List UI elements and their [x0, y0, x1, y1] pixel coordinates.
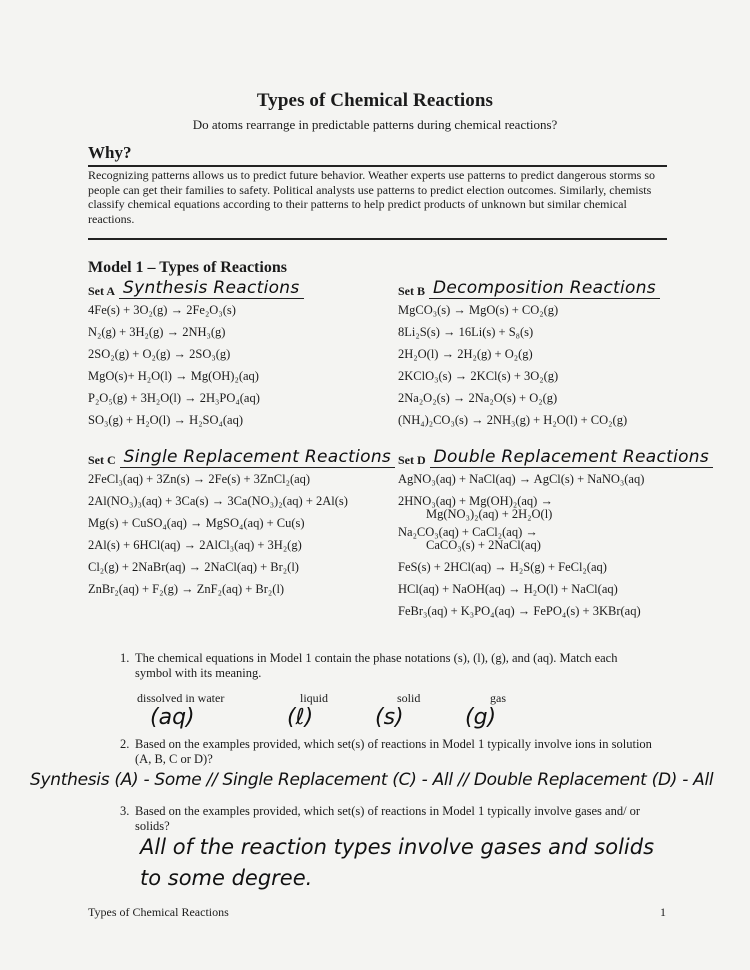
equation: AgNO₃(aq) + NaCl(aq) → AgCl(s) + NaNO₃(aq) — [398, 472, 645, 486]
equation: 4Fe(s) + 3O₂(g) → 2Fe₂O₃(s) — [88, 303, 236, 317]
phase-label-gas: gas — [490, 691, 506, 705]
phase-label-solid: solid — [397, 691, 421, 705]
equation: Na₂CO₃(aq) + CaCl₂(aq) → — [398, 525, 538, 539]
question-2 — [120, 737, 655, 767]
set-label: Set B — [398, 284, 425, 298]
equation: 2KClO₃(s) → 2KCl(s) + 3O₂(g) — [398, 369, 559, 383]
question-1 — [120, 651, 650, 681]
set-a — [88, 277, 304, 431]
equation: 2Al(NO₃)₃(aq) + 3Ca(s) → 3Ca(NO₃)₂(aq) + 2Al(s) — [88, 494, 348, 508]
question-number: 3. — [120, 804, 130, 818]
equation: ZnBr₂(aq) + F₂(g) → ZnF₂(aq) + Br₂(l) — [88, 582, 285, 596]
question-text: Based on the examples provided, which set(s) of reactions in Model 1 typically involve gases and/ or solids? — [135, 804, 641, 833]
handwritten-answer-3-line1: All of the reaction types involve gases and solids — [140, 835, 655, 859]
page-subtitle: Do atoms rearrange in predictable patterns during chemical reactions? — [192, 117, 558, 132]
question-3 — [120, 804, 665, 834]
equation: Cl₂(g) + 2NaBr(aq) → 2NaCl(aq) + Br₂(l) — [88, 560, 299, 574]
handwritten-answer-3-line2: to some degree. — [140, 866, 313, 890]
handwritten-answer-gas: (g) — [465, 705, 497, 730]
equation: N₂(g) + 3H₂(g) → 2NH₃(g) — [88, 325, 226, 339]
footer-title: Types of Chemical Reactions — [88, 905, 229, 919]
equation: HCl(aq) + NaOH(aq) → H₂O(l) + NaCl(aq) — [398, 582, 618, 596]
set-label: Set A — [88, 284, 115, 298]
question-number: 2. — [120, 737, 130, 751]
equation: MgCO₃(s) → MgO(s) + CO₂(g) — [398, 303, 559, 317]
equation: 2H₂O(l) → 2H₂(g) + O₂(g) — [398, 347, 533, 361]
page-number: 1 — [660, 905, 666, 919]
handwritten-answer-liquid: (ℓ) — [287, 705, 314, 730]
handwritten-set-name: Single Replacement Reactions — [120, 447, 395, 468]
handwritten-answer-solid: (s) — [375, 705, 404, 730]
phase-label-dissolved: dissolved in water — [137, 691, 225, 705]
equation: 2SO₂(g) + O₂(g) → 2SO₃(g) — [88, 347, 231, 361]
question-text: The chemical equations in Model 1 contain the phase notations (s), (l), (g), and (aq). Match each symbol with its meaning. — [135, 651, 618, 680]
equation: 2Al(s) + 6HCl(aq) → 2AlCl₃(aq) + 3H₂(g) — [88, 538, 302, 552]
page-title: Types of Chemical Reactions — [256, 90, 494, 111]
equation-continuation: CaCO₃(s) + 2NaCl(aq) — [426, 538, 541, 552]
set-label: Set C — [88, 453, 116, 467]
set-label: Set D — [398, 453, 426, 467]
equation: SO₃(g) + H₂O(l) → H₂SO₄(aq) — [88, 413, 244, 427]
handwritten-set-name: Synthesis Reactions — [119, 278, 304, 299]
why-top-rule — [88, 165, 667, 167]
phase-label-liquid: liquid — [300, 691, 329, 705]
question-number: 1. — [120, 651, 130, 665]
equation: (NH₄)₂CO₃(s) → 2NH₃(g) + H₂O(l) + CO₂(g) — [398, 413, 628, 427]
handwritten-answer-aq: (aq) — [150, 705, 195, 730]
equation: 2HNO₃(aq) + Mg(OH)₂(aq) → — [398, 494, 553, 508]
equation: 8Li₂S(s) → 16Li(s) + S₈(s) — [398, 325, 534, 339]
handwritten-set-name: Double Replacement Reactions — [430, 447, 713, 468]
equation: 2FeCl₃(aq) + 3Zn(s) → 2Fe(s) + 3ZnCl₂(aq) — [88, 472, 311, 486]
model-heading: Model 1 – Types of Reactions — [88, 259, 287, 276]
set-d — [398, 446, 713, 622]
set-b — [398, 277, 660, 431]
why-heading: Why? — [88, 143, 132, 162]
equation: P₂O₅(g) + 3H₂O(l) → 2H₃PO₄(aq) — [88, 391, 260, 405]
equation-continuation: Mg(NO₃)₂(aq) + 2H₂O(l) — [426, 507, 553, 521]
equation: FeBr₃(aq) + K₃PO₄(aq) → FePO₄(s) + 3KBr(aq) — [398, 604, 641, 618]
equation: MgO(s)+ H₂O(l) → Mg(OH)₂(aq) — [88, 369, 259, 383]
equation: 2Na₂O₂(s) → 2Na₂O(s) + O₂(g) — [398, 391, 558, 405]
equation: FeS(s) + 2HCl(aq) → H₂S(g) + FeCl₂(aq) — [398, 560, 607, 574]
equation: Mg(s) + CuSO₄(aq) → MgSO₄(aq) + Cu(s) — [88, 516, 305, 530]
why-paragraph: Recognizing patterns allows us to predict future behavior. Weather experts use patterns to predict dangerous storms so people can get their families to safety. Political analysts use patterns to predict election outcomes. Similarly, chemists classify chemical equations according to their patterns to help predict products of unknown but similar chemical reactions. — [88, 168, 655, 226]
handwritten-set-name: Decomposition Reactions — [429, 278, 660, 299]
question-text: Based on the examples provided, which set(s) of reactions in Model 1 typically involve ions in solution (A, B, C or D)? — [135, 737, 652, 766]
handwritten-answer-2: Synthesis (A) - Some // Single Replacement (C) - All // Double Replacement (D) - All — [30, 770, 714, 790]
why-bottom-rule — [88, 238, 667, 240]
set-c — [88, 446, 395, 600]
